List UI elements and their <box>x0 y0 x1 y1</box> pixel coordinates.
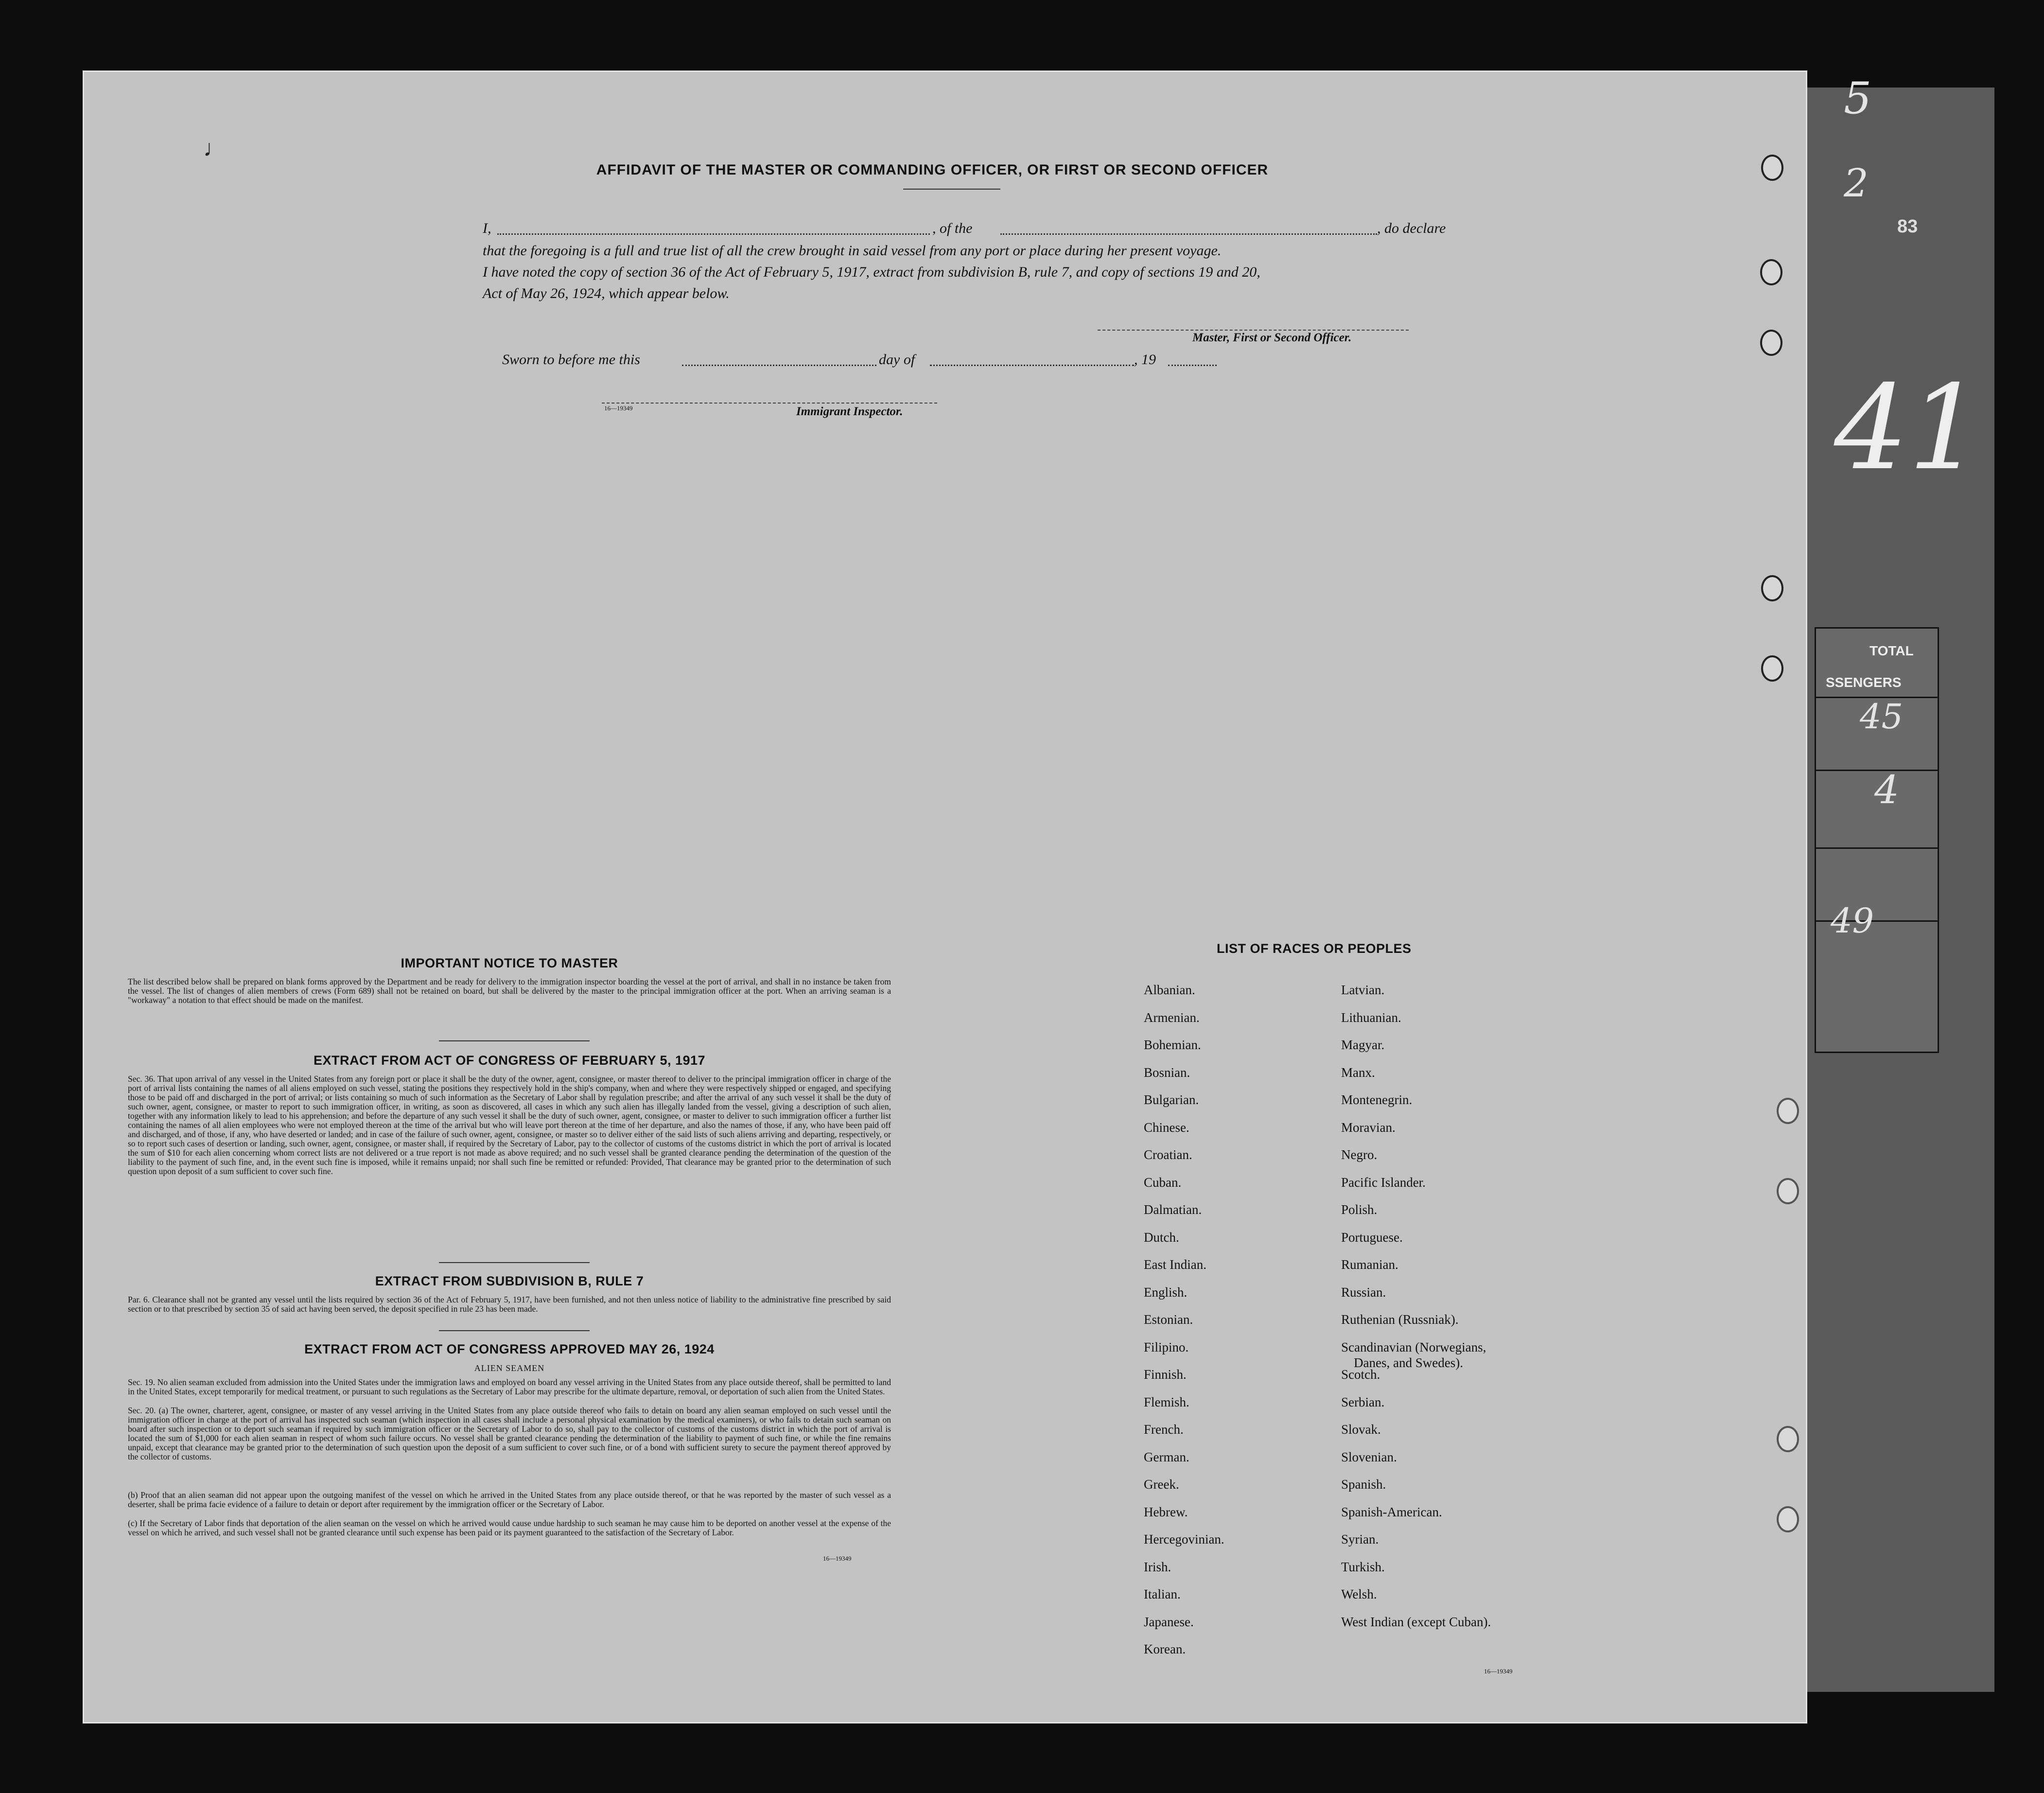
race-item: Bulgarian. <box>1144 1092 1199 1107</box>
race-item: Hebrew. <box>1144 1504 1188 1519</box>
total-value-3: 49 <box>1831 901 1874 941</box>
race-item: Bohemian. <box>1144 1037 1201 1052</box>
race-item: Danes, and Swedes). <box>1354 1355 1463 1370</box>
affidavit-title: AFFIDAVIT OF THE MASTER OR COMMANDING OFFICER, OR FIRST OR SECOND OFFICER <box>596 162 1269 178</box>
day-of-text: day of <box>879 352 915 368</box>
punch-hole-icon <box>1777 1506 1799 1532</box>
race-item: Armenian. <box>1144 1010 1200 1025</box>
race-item: Estonian. <box>1144 1312 1193 1327</box>
extract-1924-sec20c: (c) If the Secretary of Labor finds that deportation of the alien seaman on the vessel on which he arrived would cause undue hardship to such seaman he may cause him to be deported on another vessel at the expense of the vessel on which he arrived, and such vessel shall not be granted clearance until such expense has been paid or its payment guaranteed to the satisfaction of the Secretary of Labor. <box>128 1518 891 1537</box>
alien-seamen-subtitle: ALIEN SEAMEN <box>474 1363 545 1373</box>
race-item: Portuguese. <box>1341 1230 1403 1245</box>
divider <box>439 1262 590 1263</box>
extract-1924-sec20a: Sec. 20. (a) The owner, charterer, agent, consignee, or master of any vessel arriving in the United States from any place outside thereof who fails to detain on board any alien seaman employed on such vessel until the immigration officer in charge at the port of arrival has inspected such seaman (which inspection in all cases shall include a personal physical examination by the medical examiners), or who fails to detain such seaman on board after such inspection or to deport such seaman if required by such immigration officer or the Secretary of Labor to do so, shall pay to the collector of customs of the customs district in which the port of arrival is located the sum of $1,000 for each alien seaman in respect of whom such failure occurs. No vessel shall be granted clearance pending the determination of the liability to payment of such fine, or while the fine remains unpaid, except that clearance may be granted prior to the determination of such question upon the deposit of a sum sufficient to cover such fine, or of a bond with sufficient surety to secure the payment thereof approved by the collector of customs. <box>128 1406 891 1461</box>
punch-hole-icon <box>1777 1426 1799 1452</box>
race-item: Dutch. <box>1144 1230 1179 1245</box>
race-item: Turkish. <box>1341 1559 1385 1574</box>
races-form-number: 16—19349 <box>1484 1668 1513 1675</box>
race-item: West Indian (except Cuban). <box>1341 1614 1491 1629</box>
affidavit-do-declare: , do declare <box>1377 220 1446 236</box>
race-item: Scandinavian (Norwegians, <box>1341 1339 1486 1354</box>
extract-1917-text: Sec. 36. That upon arrival of any vessel in the United States from any foreign port or place it shall be the duty of the owner, agent, consignee, or master thereof to deliver to the principal immigration officer in charge of the port of arrival lists containing the names of all aliens employed on such vessel, stating the positions they respectively hold in the ship's company, when and where they were respectively shipped or engaged, and specifying those to be paid off and discharged in the port of arrival; or lists containing so much of such information as the Secretary of Labor shall by regulation prescribe; and after the arrival of any such vessel it shall be the duty of such owner, agent, consignee, or master to report to such immigration officer, in writing, as soon as discovered, all cases in which any such alien has illegally landed from the vessel, giving a description of such alien, together with any information likely to lead to his apprehension; and before the departure of any such vessel it shall be the duty of such owner, agent, consignee, or master to deliver to such immigration officer a further list containing the names of all alien employees who were not employed thereon at the time of the arrival but who will leave port thereon at the time of her departure, and also the names of those, if any, who have been paid off and discharged, and of those, if any, who have deserted or landed; and in case of the failure of such owner, agent, consignee, or master so to deliver either of the said lists of such aliens arriving and departing, respectively, or so to report such cases of desertion or landing, such owner, agent, consignee, or master shall, if required by the Secretary of Labor, pay to the collector of customs of the customs district in which the port of arrival is located the sum of $10 for each alien concerning whom correct lists are not delivered or a true report is not made as above required; and no such vessel shall be granted clearance pending the determination of the question of the liability to the payment of such fine, and, in the event such fine is imposed, while it remains unpaid; nor shall such fine be remitted or refunded: Provided, That clearance may be granted prior to the determination of such question upon deposit of a sum sufficient to cover such fine. <box>128 1074 891 1176</box>
race-item: Finnish. <box>1144 1367 1187 1382</box>
total-value-1: 45 <box>1860 697 1904 737</box>
margin-note-b: 2 <box>1844 160 1869 206</box>
notice-text: The list described below shall be prepared on blank forms approved by the Department and be ready for delivery to the immigration inspector boarding the vessel at the port of arrival, and shall in no instance be taken from the vessel. The list of changes of alien members of crews (Form 689) shall not be retained on board, but shall be delivered by the master to the principal immigration officer at the port. When an arriving seaman is a "workaway" a notation to that effect should be made on the manifest. <box>128 977 891 1005</box>
year-text: , 19 <box>1134 352 1156 368</box>
race-item: Flemish. <box>1144 1394 1189 1409</box>
race-item: Japanese. <box>1144 1614 1194 1629</box>
sworn-day-blank <box>682 365 876 366</box>
extract-1917-title: EXTRACT FROM ACT OF CONGRESS OF FEBRUARY 5, 1917 <box>313 1053 706 1068</box>
total-header-2: SSENGERS <box>1826 675 1902 690</box>
punch-hole-icon <box>1777 1098 1799 1124</box>
corner-mark-icon: ♩ <box>203 136 227 161</box>
affidavit-line-2: that the foregoing is a full and true list of all the crew brought in said vessel from any port or place during her present voyage. <box>483 243 1222 259</box>
notice-title: IMPORTANT NOTICE TO MASTER <box>401 956 618 970</box>
punch-hole-icon <box>1777 1178 1799 1204</box>
sworn-line <box>502 349 1304 371</box>
race-item: Montenegrin. <box>1341 1092 1413 1107</box>
sworn-month-blank <box>930 365 1134 366</box>
race-item: Bosnian. <box>1144 1065 1190 1080</box>
race-item: Magyar. <box>1341 1037 1385 1052</box>
affidavit-of-the: , of the <box>932 220 973 236</box>
affidavit-line-4: Act of May 26, 1924, which appear below. <box>483 285 730 301</box>
race-item: Hercegovinian. <box>1144 1532 1224 1547</box>
divider <box>903 189 1000 190</box>
total-passengers-box <box>1815 627 1939 1053</box>
race-item: Scotch. <box>1341 1367 1380 1382</box>
race-item: Moravian. <box>1341 1120 1396 1135</box>
race-item: French. <box>1144 1422 1184 1437</box>
race-item: Cuban. <box>1144 1175 1182 1190</box>
race-item: Chinese. <box>1144 1120 1189 1135</box>
race-item: Russian. <box>1341 1284 1386 1300</box>
race-item: Greek. <box>1144 1477 1179 1492</box>
race-item: Negro. <box>1341 1147 1378 1162</box>
page-number: 83 <box>1897 216 1918 237</box>
extract-1924-title: EXTRACT FROM ACT OF CONGRESS APPROVED MAY 26, 1924 <box>304 1342 715 1356</box>
extract-1924-sec19: Sec. 19. No alien seaman excluded from admission into the United States under the immigration laws and employed on board any vessel arriving in the United States from any place outside thereof, shall be permitted to land in the United States, except temporarily for medical treatment, or pursuant to such regulations as the Secretary of Labor may prescribe for the ultimate departure, removal, or deportation of such alien from the United States. <box>128 1377 891 1396</box>
race-item: East Indian. <box>1144 1257 1206 1272</box>
race-item: Korean. <box>1144 1642 1186 1656</box>
subdivision-title: EXTRACT FROM SUBDIVISION B, RULE 7 <box>375 1274 644 1288</box>
form-number-bottom: 16—19349 <box>823 1555 852 1562</box>
race-item: Welsh. <box>1341 1587 1377 1601</box>
inspector-label: Immigrant Inspector. <box>796 405 903 418</box>
race-item: Lithuanian. <box>1341 1010 1401 1025</box>
extract-1924-sec20b: (b) Proof that an alien seaman did not appear upon the outgoing manifest of the vessel on which he arrived in the United States from any place outside thereof, or that he was reported by the master of such vessel as a deserter, shall be prima facie evidence of a failure to detain or deport after requirement by the immigration officer or the Secretary of Labor. <box>128 1490 891 1509</box>
race-item: Slovenian. <box>1341 1449 1397 1464</box>
divider <box>439 1330 590 1331</box>
punch-hole-icon <box>1761 155 1783 181</box>
race-item: Albanian. <box>1144 983 1195 997</box>
race-item: Ruthenian (Russniak). <box>1341 1312 1459 1327</box>
race-item: Latvian. <box>1341 983 1385 997</box>
subdivision-text: Par. 6. Clearance shall not be granted any vessel until the lists required by section 36 of the Act of February 5, 1917, have been furnished, and not then unless notice of liability to the administrative fine prescribed by said section or to that prescribed by section 35 of said act having been served, the deposit specified in rule 23 has been made. <box>128 1295 891 1314</box>
name-blank <box>497 233 930 235</box>
margin-note-a: 5 <box>1844 73 1872 124</box>
race-item: Pacific Islander. <box>1341 1175 1426 1190</box>
race-item: Italian. <box>1144 1587 1181 1601</box>
punch-hole-icon <box>1761 575 1783 601</box>
race-item: Irish. <box>1144 1559 1171 1574</box>
race-item: Manx. <box>1341 1065 1375 1080</box>
punch-hole-icon <box>1760 330 1782 356</box>
punch-hole-icon <box>1760 259 1782 285</box>
race-item: Croatian. <box>1144 1147 1192 1162</box>
affidavit-sheet <box>83 70 1807 1723</box>
race-item: German. <box>1144 1449 1189 1464</box>
affidavit-i: I, <box>483 220 491 236</box>
form-number-top: 16—19349 <box>604 404 633 412</box>
race-item: Rumanian. <box>1341 1257 1398 1272</box>
race-item: Slovak. <box>1341 1422 1381 1437</box>
total-header-1: TOTAL <box>1869 643 1914 658</box>
races-title: LIST OF RACES OR PEOPLES <box>1217 941 1412 956</box>
vessel-blank <box>1000 233 1377 235</box>
race-item: Dalmatian. <box>1144 1202 1202 1217</box>
race-item: Polish. <box>1341 1202 1378 1217</box>
affidavit-declaration-line <box>483 218 1523 240</box>
handwritten-total-number: 41 <box>1834 360 1983 496</box>
affidavit-line-3: I have noted the copy of section 36 of the Act of February 5, 1917, extract from subdivision B, rule 7, and copy of sections 19 and 20, <box>483 264 1260 280</box>
total-value-2: 4 <box>1874 767 1899 812</box>
sworn-text: Sworn to before me this <box>502 352 640 368</box>
race-item: Spanish-American. <box>1341 1504 1442 1519</box>
race-item: Spanish. <box>1341 1477 1386 1492</box>
master-signature-label: Master, First or Second Officer. <box>1192 331 1352 344</box>
punch-hole-icon <box>1761 655 1783 682</box>
race-item: Filipino. <box>1144 1339 1189 1354</box>
year-blank <box>1168 365 1217 366</box>
race-item: Serbian. <box>1341 1394 1385 1409</box>
race-item: English. <box>1144 1284 1188 1300</box>
divider <box>439 1040 590 1041</box>
race-item: Syrian. <box>1341 1532 1379 1547</box>
